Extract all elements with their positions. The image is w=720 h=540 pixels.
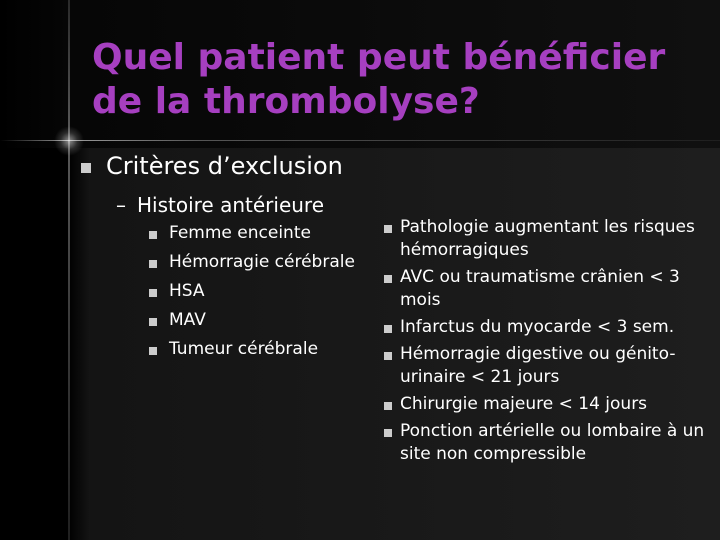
list-item: Tumeur cérébrale xyxy=(169,339,319,359)
title-line-1: Quel patient peut bénéficier xyxy=(92,37,666,78)
square-bullet-icon xyxy=(384,225,392,233)
list-item: Femme enceinte xyxy=(169,223,311,243)
list-item xyxy=(384,316,714,339)
list-item: HSA xyxy=(169,281,205,301)
list-item-text: AVC ou traumatisme crânien < 3 mois xyxy=(400,267,680,310)
list-item xyxy=(384,420,714,466)
square-bullet-icon xyxy=(384,352,392,360)
right-list xyxy=(384,216,714,470)
square-bullet-icon xyxy=(384,275,392,283)
vertical-rule xyxy=(68,0,70,540)
list-item: Hémorragie cérébrale xyxy=(169,252,355,272)
list-item-text: Ponction artérielle ou lombaire à un site non compressible xyxy=(400,421,705,464)
square-bullet-icon xyxy=(149,318,157,326)
history-subheading: Histoire antérieure xyxy=(137,193,325,217)
square-bullet-icon xyxy=(149,289,157,297)
square-bullet-icon xyxy=(81,163,91,173)
list-item xyxy=(384,266,714,312)
square-bullet-icon xyxy=(384,429,392,437)
exclusion-heading: Critères d’exclusion xyxy=(106,152,343,180)
list-item xyxy=(384,393,714,416)
square-bullet-icon xyxy=(149,231,157,239)
list-item-text: Chirurgie majeure < 14 jours xyxy=(400,394,648,414)
square-bullet-icon xyxy=(149,347,157,355)
square-bullet-icon xyxy=(149,260,157,268)
horizontal-rule xyxy=(0,140,720,141)
list-item xyxy=(384,343,714,389)
square-bullet-icon xyxy=(384,402,392,410)
list-item-text: Infarctus du myocarde < 3 sem. xyxy=(400,317,675,337)
list-item xyxy=(384,216,714,262)
star-glow-icon xyxy=(54,126,84,156)
title-line-2: de la thrombolyse? xyxy=(92,81,480,122)
slide-title xyxy=(92,36,702,124)
dash-marker: – xyxy=(116,193,126,217)
square-bullet-icon xyxy=(384,325,392,333)
list-item: MAV xyxy=(169,310,206,330)
list-item-text: Hémorragie digestive ou génito-urinaire < 21 jours xyxy=(400,344,676,387)
list-item-text: Pathologie augmentant les risques hémorragiques xyxy=(400,217,695,260)
